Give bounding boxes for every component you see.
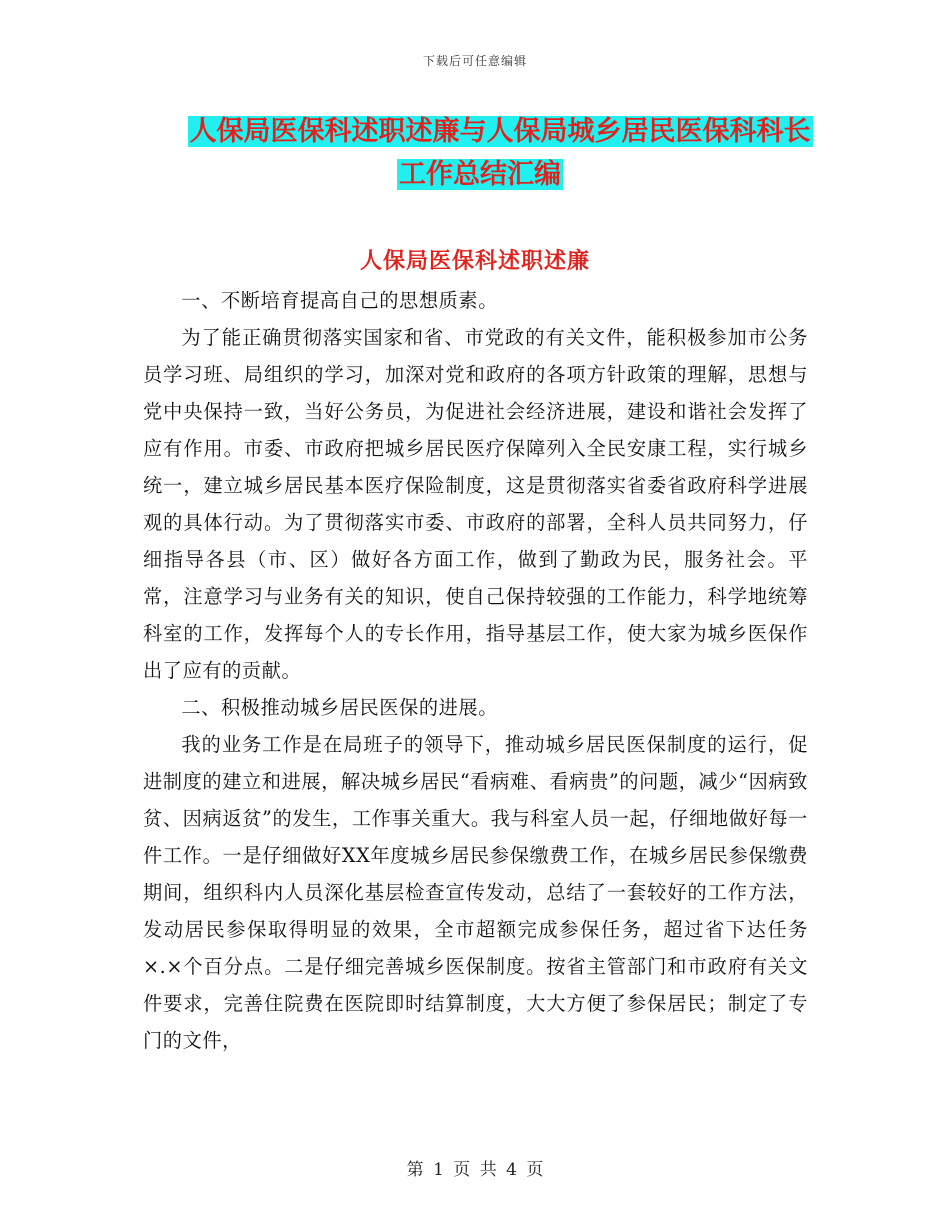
document-title-line-2 <box>140 155 820 195</box>
paragraph-1: 为了能正确贯彻落实国家和省、市党政的有关文件，能积极参加市公务员学习班、局组织的学习，加深对党和政府的各项方针政策的理解，思想与党中央保持一致，当好公务员，为促进社会经济进展，建设和谐社会发挥了应有作用。市委、市政府把城乡居民医疗保障列入全民安康工程，实行城乡统一，建立城乡居民基本医疗保险制度，这是贯彻落实省委省政府科学进展观的具体行动。为了贯彻落实市委、市政府的部署，全科人员共同努力，仔细指导各县（市、区）做好各方面工作，做到了勤政为民，服务社会。平常，注意学习与业务有关的知识，使自己保持较强的工作能力，科学地统筹科室的工作，发挥每个人的专长作用，指导基层工作，使大家为城乡医保作出了应有的贡献。 <box>143 326 808 682</box>
page-number-footer: 第 1 页 共 4 页 <box>406 1160 544 1180</box>
document-title-line-1-text: 人保局医保科述职述廉与人保局城乡居民医保科科长 <box>189 116 811 147</box>
paragraph-heading-2: 二、积极推动城乡居民医保的进展。 <box>181 696 498 719</box>
body-text <box>143 282 808 1059</box>
document-title-line-1 <box>150 112 850 152</box>
paragraph-2: 我的业务工作是在局班子的领导下，推动城乡居民医保制度的运行，促进制度的建立和进展，解决城乡居民“看病难、看病贵”的问题，减少“因病致贫、因病返贫”的发生，工作事关重大。我与科室人员一起，仔细地做好每一件工作。一是仔细做好XX年度城乡居民参保缴费工作，在城乡居民参保缴费期间，组织科内人员深化基层检查宣传发动，总结了一套较好的工作方法，发动居民参保取得明显的效果，全市超额完成参保任务，超过省下达任务×.×个百分点。二是仔细完善城乡医保制度。按省主管部门和市政府有关文件要求，完善住院费在医院即时结算制度，大大方便了参保居民；制定了专门的文件， <box>143 733 808 1052</box>
paragraph-heading-1: 一、不断培育提高自己的思想质素。 <box>181 289 498 312</box>
document-title-line-2-text: 工作总结汇编 <box>399 159 561 190</box>
section-title: 人保局医保科述职述廉 <box>359 248 590 274</box>
header-note: 下载后可任意编辑 <box>422 54 527 68</box>
